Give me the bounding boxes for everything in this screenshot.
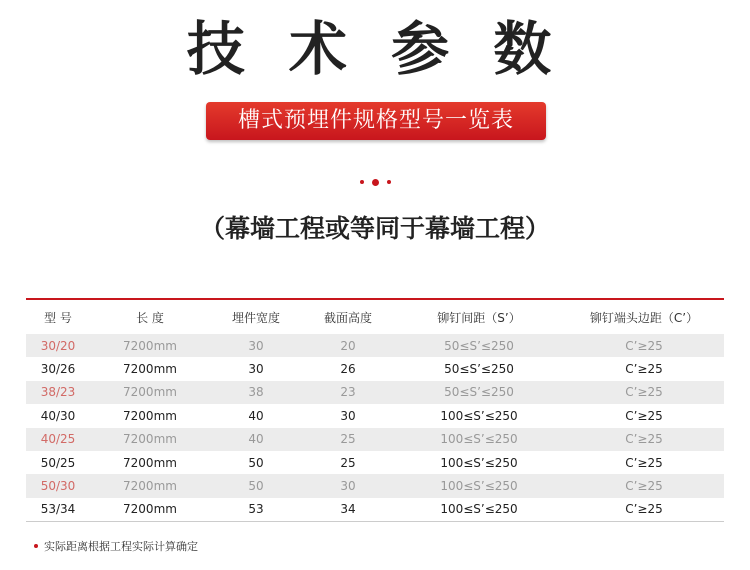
page-title: 技 术 参 数 bbox=[186, 15, 564, 83]
table-row bbox=[26, 451, 724, 474]
cell-model: 50/25 bbox=[26, 451, 90, 474]
cell-rivet-edge: C’≥25 bbox=[564, 428, 724, 451]
cell-rivet-spacing: 100≤S’≤250 bbox=[394, 428, 564, 451]
cell-height: 26 bbox=[302, 357, 394, 380]
header-width: 埋件宽度 bbox=[231, 310, 280, 325]
dot-icon bbox=[372, 179, 379, 186]
cell-width: 40 bbox=[210, 404, 302, 427]
cell-model: 30/26 bbox=[26, 357, 90, 380]
subtitle: （幕墙工程或等同于幕墙工程） bbox=[199, 214, 550, 243]
bullet-icon bbox=[34, 544, 38, 548]
cell-length: 7200mm bbox=[90, 474, 210, 497]
table-row bbox=[26, 334, 724, 357]
cell-height: 34 bbox=[302, 498, 394, 521]
header-length: 长 度 bbox=[136, 310, 164, 325]
cell-model: 50/30 bbox=[26, 474, 90, 497]
cell-length: 7200mm bbox=[90, 404, 210, 427]
table-row bbox=[26, 474, 724, 497]
cell-length: 7200mm bbox=[90, 334, 210, 357]
cell-model: 40/30 bbox=[26, 404, 90, 427]
header-model: 型 号 bbox=[44, 310, 72, 325]
cell-model: 53/34 bbox=[26, 498, 90, 521]
cell-rivet-spacing: 100≤S’≤250 bbox=[394, 451, 564, 474]
header-rivet-edge: 铆钉端头边距（C’） bbox=[589, 310, 699, 325]
cell-model: 40/25 bbox=[26, 428, 90, 451]
cell-rivet-spacing: 50≤S’≤250 bbox=[394, 357, 564, 380]
cell-rivet-edge: C’≥25 bbox=[564, 451, 724, 474]
cell-rivet-edge: C’≥25 bbox=[564, 474, 724, 497]
cell-height: 25 bbox=[302, 451, 394, 474]
cell-width: 38 bbox=[210, 381, 302, 404]
cell-length: 7200mm bbox=[90, 498, 210, 521]
header-rivet-spacing: 铆钉间距（S’） bbox=[437, 310, 521, 325]
spec-table bbox=[26, 300, 724, 521]
cell-width: 50 bbox=[210, 474, 302, 497]
cell-height: 30 bbox=[302, 474, 394, 497]
header-height: 截面高度 bbox=[323, 310, 372, 325]
spec-table-container bbox=[26, 298, 724, 522]
cell-width: 53 bbox=[210, 498, 302, 521]
table-row bbox=[26, 404, 724, 427]
dot-icon bbox=[360, 180, 364, 184]
cell-rivet-edge: C’≥25 bbox=[564, 404, 724, 427]
table-bottom-rule bbox=[26, 521, 724, 522]
cell-rivet-edge: C’≥25 bbox=[564, 357, 724, 380]
dot-icon bbox=[387, 180, 391, 184]
cell-length: 7200mm bbox=[90, 451, 210, 474]
cell-width: 50 bbox=[210, 451, 302, 474]
cell-length: 7200mm bbox=[90, 357, 210, 380]
cell-width: 30 bbox=[210, 357, 302, 380]
decorative-dots bbox=[0, 177, 750, 187]
cell-height: 20 bbox=[302, 334, 394, 357]
cell-model: 38/23 bbox=[26, 381, 90, 404]
footnote bbox=[34, 538, 198, 554]
table-row bbox=[26, 381, 724, 404]
cell-height: 25 bbox=[302, 428, 394, 451]
cell-length: 7200mm bbox=[90, 381, 210, 404]
cell-rivet-edge: C’≥25 bbox=[564, 381, 724, 404]
cell-rivet-spacing: 50≤S’≤250 bbox=[394, 381, 564, 404]
cell-length: 7200mm bbox=[90, 428, 210, 451]
cell-rivet-spacing: 50≤S’≤250 bbox=[394, 334, 564, 357]
cell-height: 30 bbox=[302, 404, 394, 427]
footnote-text: 实际距离根据工程实际计算确定 bbox=[44, 540, 198, 553]
table-row bbox=[26, 428, 724, 451]
table-row bbox=[26, 357, 724, 380]
cell-width: 30 bbox=[210, 334, 302, 357]
cell-height: 23 bbox=[302, 381, 394, 404]
cell-rivet-edge: C’≥25 bbox=[564, 334, 724, 357]
cell-rivet-edge: C’≥25 bbox=[564, 498, 724, 521]
table-title-banner: 槽式预埋件规格型号一览表 bbox=[206, 102, 546, 140]
cell-width: 40 bbox=[210, 428, 302, 451]
cell-model: 30/20 bbox=[26, 334, 90, 357]
table-header-row bbox=[26, 300, 724, 334]
table-row bbox=[26, 498, 724, 521]
cell-rivet-spacing: 100≤S’≤250 bbox=[394, 498, 564, 521]
cell-rivet-spacing: 100≤S’≤250 bbox=[394, 404, 564, 427]
cell-rivet-spacing: 100≤S’≤250 bbox=[394, 474, 564, 497]
